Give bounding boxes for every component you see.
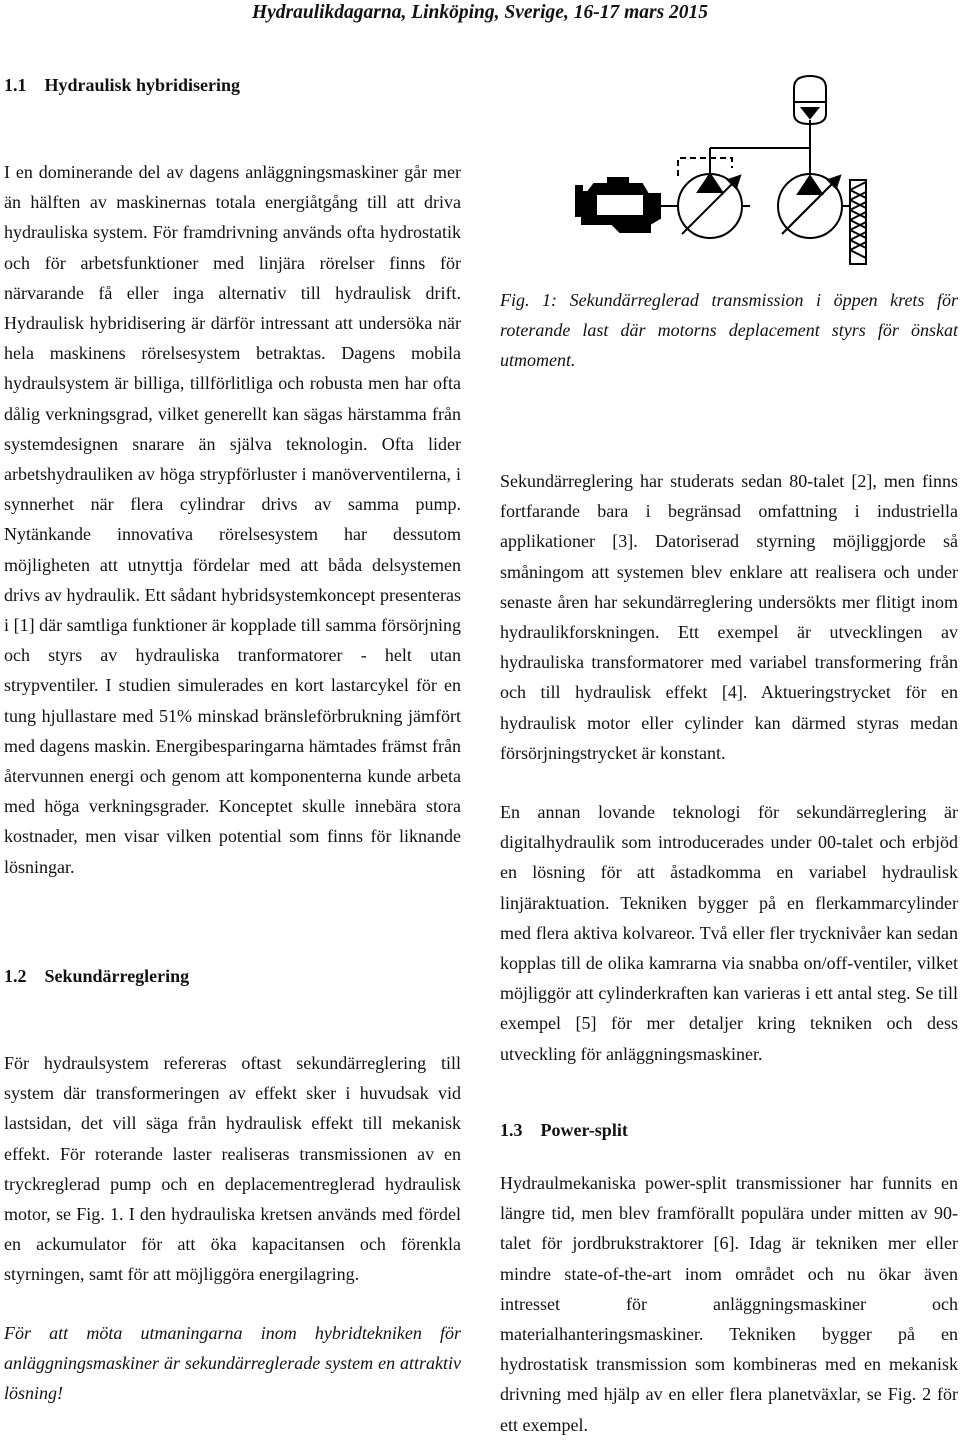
section-heading-1-1 [4,70,461,100]
hydraulic-circuit-figure [572,68,882,268]
section-heading-1-3 [500,1115,958,1145]
paragraph: En annan lovande teknologi för sekundärreglering är digitalhydraulik som introducerades under 00-talet och erbjöd en lösning för att åstadkomma en variabel hydraulisk linjäraktuation. Tekniken bygger på en flerkammarcylinder med flera aktiva kolvareor. Två eller fler trycknivåer kan sedan kopplas till de olika kamrarna via snabba on/off-ventiler, vilket möjliggör att cylinderkraften kan varieras i ett antal steg. Se till exempel [5] för mer detaljer kring tekniken och dess utveckling för anläggningsmaskiner. [500,802,958,1064]
page-header: Hydraulikdagarna, Linköping, Sverige, 16-17 mars 2015 [251,2,709,23]
section-number: 1.2 [4,966,27,986]
left-paragraph-1-container [4,157,461,882]
section-heading-1-2 [4,961,461,991]
paragraph: Hydraulmekaniska power-split transmissioner har funnits en längre tid, men blev framförallt populära under mitten av 90-talet för jordbrukstraktorer [6]. Idag är tekniken mer eller mindre state-of-the-art inom området och nu ökar även intresset för anläggningsmaskiner och materialhanteringsmaskiner. Tekniken bygger på en hydrostatisk transmission som kombineras med en mekanisk drivning med hjälp av en eller flera planetväxlar, se Fig. 2 för ett exempel. [500,1173,958,1435]
paragraph: I en dominerande del av dagens anläggningsmaskiner går mer än hälften av maskinernas totala energiåtgång till att driva hydrauliska system. För framdrivning används ofta hydrostatik och för arbetsfunktioner med linjära rörelser finns för närvarande få eller inga alternativ till hydraulisk drift. Hydraulisk hybridisering är därför intressant att undersöka när hela maskinens rörelsesystem betraktas. Dagens mobila hydraulsystem är billiga, tillförlitliga och robusta men har ofta dålig verkningsgrad, vilket generellt kan sägas härstamma från systemdesignen snarare än själva teknologin. Ofta lider arbetshydrauliken av höga strypförluster i manöverventilerna, i synnerhet när flera cylindrar drivs av samma pump. Nytänkande innovativa rörelsesystem har dessutom möjligheten att utnyttja fördelar med att båda delsystemen drivs av hydraulik. Ett sådant hybridsystemkoncept presenteras i [1] där samtliga funktioner är kopplade till samma försörjning och styrs av hydrauliska tranformatorer - helt utan strypventiler. I studien simulerades en kort lastarcykel för en tung hjullastare med 51% minskad bränsleförbrukning jämfört med dagens maskin. Energibesparingarna hämtades främst från återvunnen energi och genom att komponenterna kunde arbeta med höga verkningsgrader. Konceptet skulle innebära stora kostnader, men visar vilken potential som finns för liknande lösningar. [4,162,461,877]
section-title: Power-split [540,1120,628,1140]
right-paragraph-3-container [500,1168,958,1440]
section-title: Sekundärreglering [44,966,190,986]
right-paragraph-2-container [500,797,958,1069]
figure-caption-container [500,285,958,376]
right-paragraph-1-container [500,466,958,768]
section-number: 1.3 [500,1120,523,1140]
figure-caption: Fig. 1: Sekundärreglerad transmission i öppen krets för roterande last där motorns deplacement styrs för önskat utmoment. [500,290,958,371]
left-paragraph-3-container [4,1318,461,1409]
paragraph: Sekundärreglering har studerats sedan 80-talet [2], men finns fortfarande bara i begränsad omfattning i industriella applikationer [3]. Datoriserad styrning möjliggjorde så småningom att systemen blev enklare att realisera och under senaste åren har sekundärreglering undersökts mer flitigt inom hydraulikforskningen. Ett exempel är utvecklingen av hydrauliska transformatorer med variabel transformering från och till hydraulisk effekt [4]. Aktueringstrycket för en hydraulisk motor eller cylinder kan därmed styras medan försörjningstrycket är konstant. [500,471,958,763]
italic-paragraph: För att möta utmaningarna inom hybridtekniken för anläggningsmaskiner är sekundärreglerade system en attraktiv lösning! [4,1323,461,1404]
section-title: Hydraulisk hybridisering [44,75,241,95]
left-paragraph-2-container [4,1048,461,1290]
paragraph: För hydraulsystem refereras oftast sekundärreglering till system där transformeringen av effekt sker i huvudsak vid lastsidan, det vill säga från hydraulisk effekt till mekanisk effekt. För roterande laster realiseras transmissionen av en tryckreglerad pump och en deplacementreglerad hydraulisk motor, se Fig. 1. I den hydrauliska kretsen används med fördel en ackumulator för att öka kapacitansen och förenkla styrningen, samt för att möjliggöra energilagring. [4,1053,461,1285]
section-number: 1.1 [4,75,27,95]
